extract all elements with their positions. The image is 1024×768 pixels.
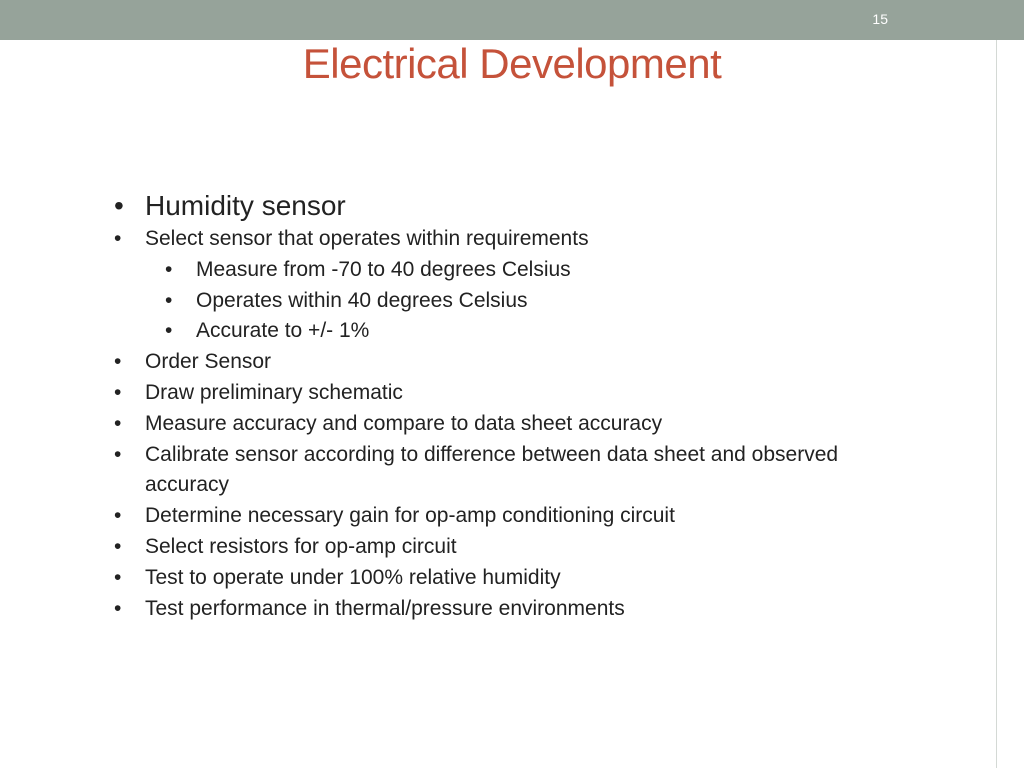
bullet-icon: • [114, 411, 122, 435]
bullet-icon: • [114, 534, 122, 558]
bullet-icon: • [114, 504, 122, 528]
list-item-text: Select sensor that operates within requirements [145, 227, 589, 250]
list-item [112, 378, 912, 409]
bullet-icon: • [165, 319, 173, 343]
slide-title: Electrical Development [302, 40, 722, 87]
list-item [112, 532, 912, 563]
list-item [112, 188, 912, 224]
bullet-icon: • [114, 442, 122, 466]
slide-content [112, 188, 912, 624]
sub-list-item [163, 316, 912, 347]
list-item [112, 501, 912, 532]
list-item [112, 224, 912, 255]
slide-number: 15 [872, 11, 888, 27]
list-item-text: Select resistors for op-amp circuit [145, 534, 457, 558]
list-item-text: Order Sensor [145, 350, 272, 374]
list-item-text: Test to operate under 100% relative humidity [145, 565, 561, 589]
header-bar [0, 0, 1024, 40]
bullet-icon: • [165, 257, 173, 281]
bullet-icon: • [114, 190, 124, 221]
list-item [112, 409, 912, 440]
bullet-icon: • [114, 565, 122, 589]
right-divider [996, 40, 997, 768]
list-item-text: Measure accuracy and compare to data sheet accuracy [145, 411, 663, 435]
list-item [112, 563, 912, 594]
sub-list-item [163, 255, 912, 286]
bullet-icon: • [114, 596, 122, 620]
list-item-text: Test performance in thermal/pressure environments [145, 596, 625, 620]
bullet-icon: • [165, 288, 173, 312]
list-item [112, 347, 912, 378]
list-item-text: Measure from -70 to 40 degrees Celsius [196, 257, 571, 281]
bullet-icon: • [114, 350, 122, 374]
list-item-text: Humidity sensor [145, 190, 346, 221]
list-item-text: Calibrate sensor according to difference between data sheet and observed accuracy [145, 442, 839, 497]
list-item-text: Determine necessary gain for op-amp conditioning circuit [145, 504, 675, 528]
bullet-list [112, 188, 912, 624]
list-item [112, 440, 912, 502]
bullet-icon: • [114, 380, 122, 404]
list-item-text: Accurate to +/- 1% [196, 319, 370, 343]
bullet-icon: • [114, 227, 122, 250]
sub-list-item [163, 286, 912, 317]
list-item [112, 594, 912, 625]
list-item-text: Operates within 40 degrees Celsius [196, 288, 528, 312]
list-item-text: Draw preliminary schematic [145, 380, 403, 404]
